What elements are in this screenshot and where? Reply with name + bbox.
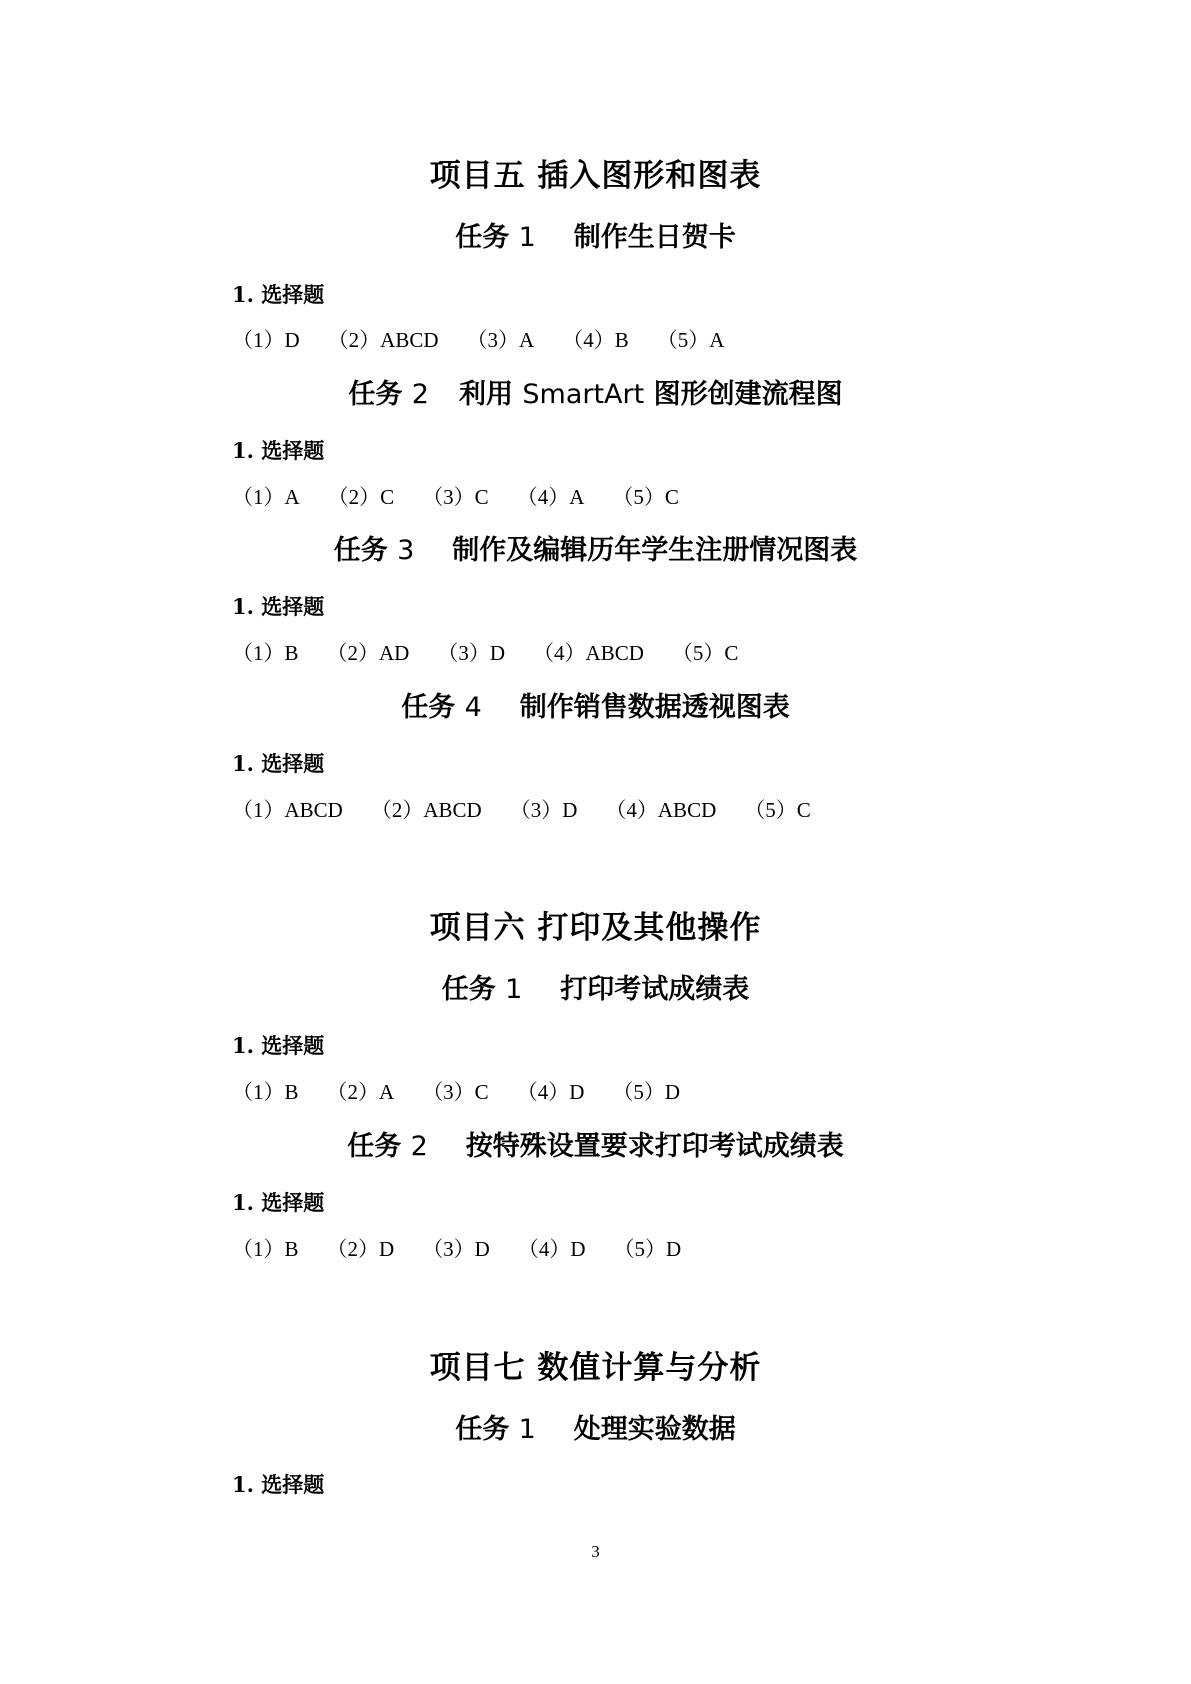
answer-item: （2）ABCD bbox=[370, 798, 482, 822]
answer-item: （5）C bbox=[612, 485, 679, 509]
answer-row bbox=[232, 325, 752, 355]
question-heading: 1. 选择题 bbox=[232, 751, 325, 776]
task-label: 任务 bbox=[401, 692, 456, 723]
task-number: 3 bbox=[397, 535, 415, 566]
answer-item: （3）C bbox=[422, 485, 489, 509]
task-name-latin: SmartArt bbox=[522, 379, 645, 410]
answer-item: （5）D bbox=[612, 1080, 681, 1104]
answer-item: （1）A bbox=[232, 485, 300, 509]
question-heading: 1. 选择题 bbox=[232, 1190, 325, 1215]
answer-item: （2）A bbox=[326, 1080, 395, 1104]
task-title bbox=[0, 533, 1191, 569]
task-label: 任务 bbox=[333, 535, 388, 566]
task-number: 1 bbox=[518, 222, 536, 253]
task-name: 打印考试成绩表 bbox=[560, 974, 750, 1005]
question-heading: 1. 选择题 bbox=[232, 1033, 325, 1058]
answer-item: （2）ABCD bbox=[327, 328, 439, 352]
question-heading: 1. 选择题 bbox=[232, 1472, 325, 1497]
task-title bbox=[0, 220, 1191, 256]
project-title: 项目七 数值计算与分析 bbox=[429, 1350, 762, 1386]
task-title bbox=[0, 377, 1191, 413]
answer-item: （5）A bbox=[656, 328, 725, 352]
answer-item: （2）C bbox=[327, 485, 395, 509]
task-number: 2 bbox=[410, 1131, 428, 1162]
task-label: 任务 bbox=[441, 974, 496, 1005]
task-title bbox=[0, 690, 1191, 726]
answer-item: （3）A bbox=[466, 328, 535, 352]
answer-row bbox=[232, 1077, 708, 1107]
answer-item: （1）D bbox=[232, 328, 300, 352]
task-name: 按特殊设置要求打印考试成绩表 bbox=[465, 1131, 844, 1162]
task-title bbox=[0, 1412, 1191, 1448]
task-label: 任务 bbox=[348, 379, 403, 410]
answer-item: （1）B bbox=[232, 1237, 299, 1261]
answer-item: （3）C bbox=[422, 1080, 489, 1104]
answer-item: （4）D bbox=[516, 1080, 585, 1104]
task-name: 制作及编辑历年学生注册情况图表 bbox=[452, 535, 858, 566]
task-label: 任务 bbox=[347, 1131, 402, 1162]
page-number: 3 bbox=[591, 1542, 600, 1561]
question-heading: 1. 选择题 bbox=[232, 282, 325, 307]
answer-item: （5）C bbox=[671, 641, 739, 665]
answer-row bbox=[232, 638, 766, 668]
answer-item: （3）D bbox=[422, 1237, 490, 1261]
answer-item: （3）D bbox=[509, 798, 578, 822]
question-heading: 1. 选择题 bbox=[232, 438, 325, 463]
answer-item: （3）D bbox=[437, 641, 506, 665]
answer-item: （5）C bbox=[744, 798, 811, 822]
answer-row bbox=[232, 482, 707, 512]
task-number: 1 bbox=[505, 974, 523, 1005]
task-name-suffix: 图形创建流程图 bbox=[644, 379, 843, 410]
task-number: 4 bbox=[464, 692, 482, 723]
task-title bbox=[0, 1129, 1191, 1165]
answer-item: （4）B bbox=[562, 328, 629, 352]
answer-item: （1）B bbox=[232, 641, 299, 665]
answer-row bbox=[232, 1234, 709, 1264]
answer-item: （5）D bbox=[613, 1237, 682, 1261]
answer-item: （1）ABCD bbox=[232, 798, 343, 822]
project-title: 项目五 插入图形和图表 bbox=[429, 158, 762, 194]
task-name: 制作生日贺卡 bbox=[573, 222, 736, 253]
task-name: 制作销售数据透视图表 bbox=[519, 692, 790, 723]
answer-row bbox=[232, 795, 839, 825]
task-number: 2 bbox=[411, 379, 429, 410]
question-heading: 1. 选择题 bbox=[232, 594, 325, 619]
answer-item: （4）D bbox=[517, 1237, 586, 1261]
answer-item: （4）ABCD bbox=[605, 798, 717, 822]
task-name bbox=[459, 379, 843, 410]
task-name-prefix: 利用 bbox=[458, 379, 523, 410]
task-number: 1 bbox=[518, 1414, 536, 1445]
project-title: 项目六 打印及其他操作 bbox=[429, 910, 762, 946]
answer-item: （1）B bbox=[232, 1080, 299, 1104]
answer-item: （2）AD bbox=[326, 641, 410, 665]
answer-item: （4）A bbox=[516, 485, 585, 509]
task-label: 任务 bbox=[455, 222, 510, 253]
task-name: 处理实验数据 bbox=[573, 1414, 736, 1445]
answer-item: （2）D bbox=[326, 1237, 395, 1261]
task-title bbox=[0, 972, 1191, 1008]
answer-item: （4）ABCD bbox=[533, 641, 644, 665]
task-label: 任务 bbox=[455, 1414, 510, 1445]
